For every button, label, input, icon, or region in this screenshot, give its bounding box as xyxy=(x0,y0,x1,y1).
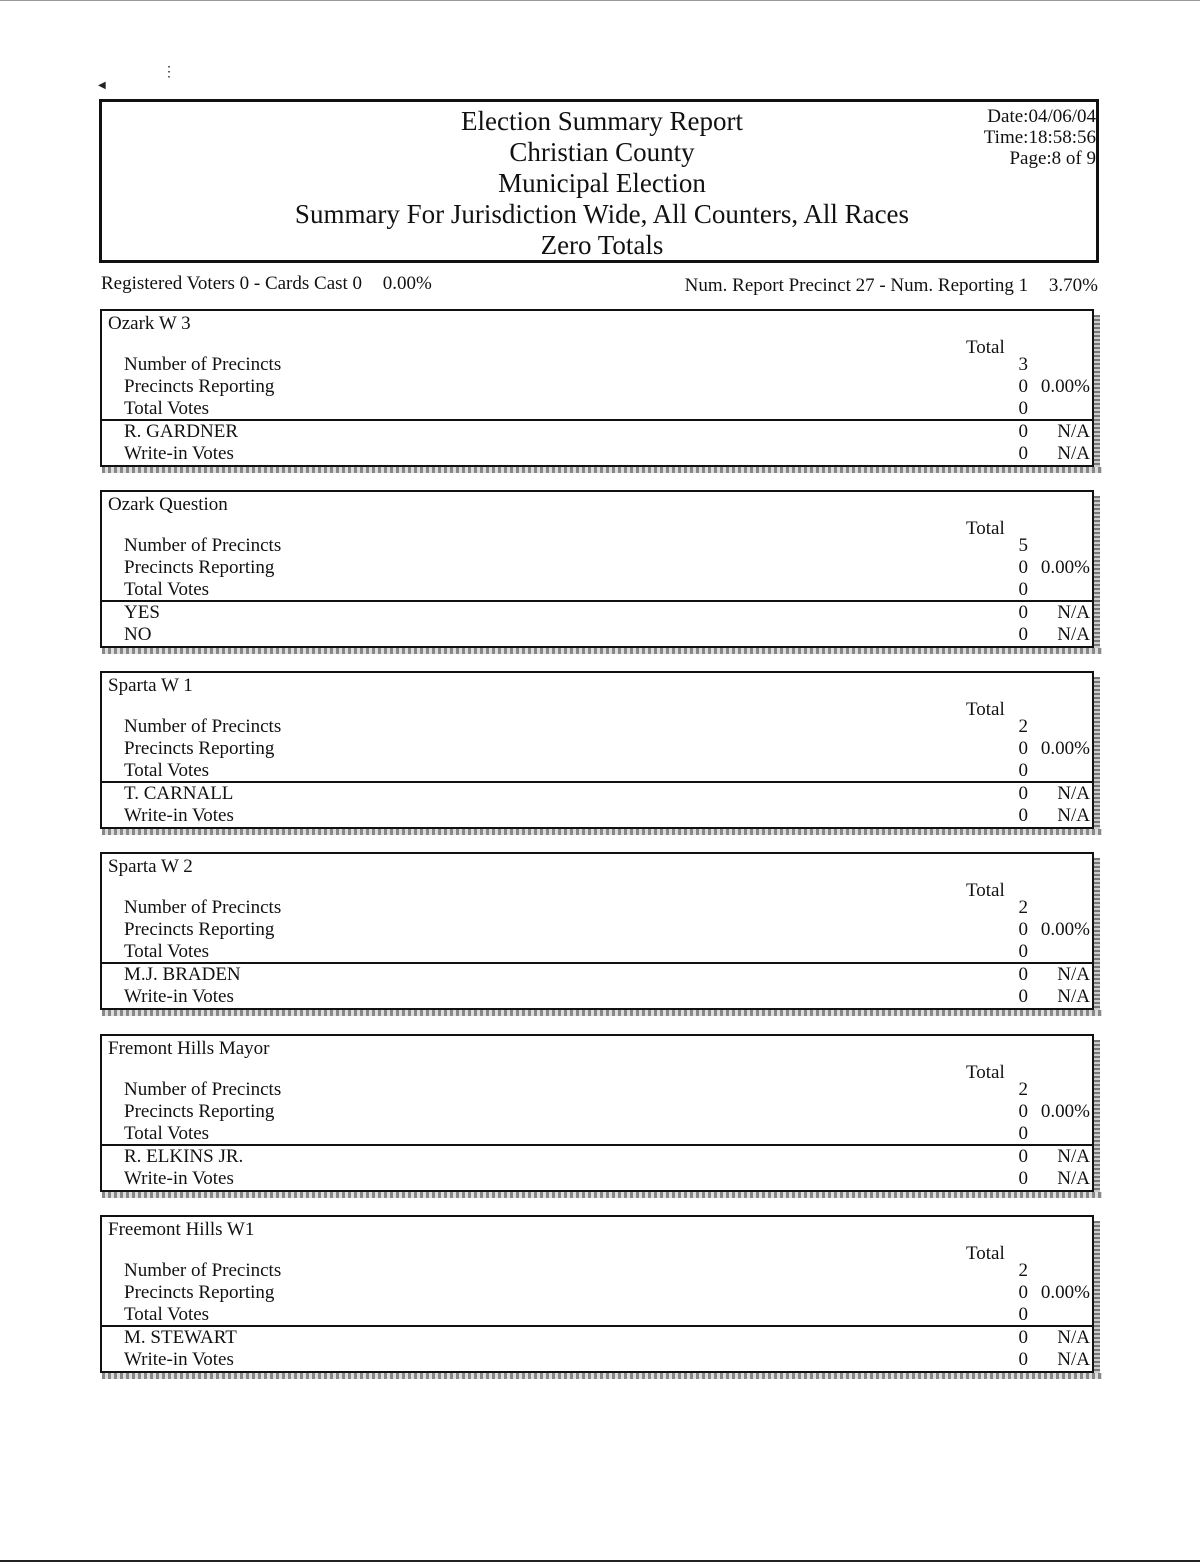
stat-row-total: 0 xyxy=(1018,919,1028,940)
report-meta xyxy=(984,106,1096,169)
stat-row-label: Number of Precincts xyxy=(124,354,282,375)
registered-pct: 0.00% xyxy=(382,273,432,294)
total-column-header: Total xyxy=(966,1243,1005,1264)
stat-row-total: 0 xyxy=(1018,738,1028,759)
stat-row-percent: 0.00% xyxy=(1040,376,1090,397)
scan-shadow xyxy=(1094,1221,1100,1373)
stat-row xyxy=(124,738,1090,760)
stat-row-total: 0 xyxy=(1018,1123,1028,1144)
choice-row-label: Write-in Votes xyxy=(124,805,234,826)
stat-row-label: Precincts Reporting xyxy=(124,1101,275,1122)
scan-edge-bottom xyxy=(0,1556,1200,1562)
report-header xyxy=(99,99,1099,263)
choice-row-percent: N/A xyxy=(1057,986,1090,1007)
total-column-header: Total xyxy=(966,518,1005,539)
stat-row-label: Number of Precincts xyxy=(124,716,282,737)
choice-row xyxy=(124,1146,1090,1168)
choice-row-total: 0 xyxy=(1018,783,1028,804)
scan-shadow xyxy=(102,467,1102,473)
total-column-header: Total xyxy=(966,1062,1005,1083)
report-title-line: Municipal Election xyxy=(498,168,706,198)
choice-row-percent: N/A xyxy=(1057,1327,1090,1348)
choice-row-percent: N/A xyxy=(1057,783,1090,804)
stat-row xyxy=(124,557,1090,579)
stat-row xyxy=(124,398,1090,420)
stat-row-label: Precincts Reporting xyxy=(124,557,275,578)
stat-row-label: Total Votes xyxy=(124,1304,210,1325)
stat-row-label: Number of Precincts xyxy=(124,897,282,918)
race-box xyxy=(100,1215,1094,1373)
stat-row-label: Total Votes xyxy=(124,760,210,781)
stat-row-total: 0 xyxy=(1018,376,1028,397)
stat-row-label: Total Votes xyxy=(124,579,210,600)
choice-row xyxy=(124,1349,1090,1371)
stat-row-label: Number of Precincts xyxy=(124,535,282,556)
stat-row-label: Precincts Reporting xyxy=(124,919,275,940)
stat-row-total: 0 xyxy=(1018,1101,1028,1122)
choice-row-total: 0 xyxy=(1018,1168,1028,1189)
scan-shadow xyxy=(102,1010,1102,1016)
registered-text: Registered Voters 0 - Cards Cast 0 xyxy=(101,273,363,294)
stat-row-percent: 0.00% xyxy=(1040,1101,1090,1122)
choice-row xyxy=(124,1168,1090,1190)
choice-row xyxy=(124,986,1090,1008)
stat-row-label: Number of Precincts xyxy=(124,1079,282,1100)
race-name: Freemont Hills W1 xyxy=(108,1219,255,1240)
scan-shadow xyxy=(102,829,1102,835)
stat-row xyxy=(124,897,1090,919)
stat-row-label: Precincts Reporting xyxy=(124,1282,275,1303)
stat-row xyxy=(124,941,1090,963)
reporting-pct: 3.70% xyxy=(1048,275,1098,296)
scan-speck: ◀ xyxy=(98,80,106,91)
stat-row-percent: 0.00% xyxy=(1040,557,1090,578)
reporting-text: Num. Report Precinct 27 - Num. Reporting 1 xyxy=(684,275,1029,296)
stat-row xyxy=(124,354,1090,376)
race-box xyxy=(100,490,1094,648)
stat-row-total: 0 xyxy=(1018,941,1028,962)
choice-row-percent: N/A xyxy=(1057,1146,1090,1167)
race-name: Sparta W 2 xyxy=(108,856,193,877)
scan-shadow xyxy=(102,1192,1102,1198)
race-box xyxy=(100,309,1094,467)
stat-row xyxy=(124,376,1090,398)
stat-row-label: Precincts Reporting xyxy=(124,738,275,759)
stat-row xyxy=(124,1282,1090,1304)
stat-row-total: 0 xyxy=(1018,1304,1028,1325)
report-title-line: Zero Totals xyxy=(540,230,664,260)
choice-row-total: 0 xyxy=(1018,805,1028,826)
choice-row-percent: N/A xyxy=(1057,964,1090,985)
choice-row-label: Write-in Votes xyxy=(124,1349,234,1370)
report-title-line: Election Summary Report xyxy=(461,106,743,136)
choice-row-total: 0 xyxy=(1018,421,1028,442)
scan-shadow xyxy=(1094,858,1100,1010)
stat-row-percent: 0.00% xyxy=(1040,1282,1090,1303)
choice-row-label: R. ELKINS JR. xyxy=(124,1146,244,1167)
choice-row-label: T. CARNALL xyxy=(124,783,234,804)
stat-row-label: Total Votes xyxy=(124,941,210,962)
stat-row-total: 0 xyxy=(1018,760,1028,781)
stat-row xyxy=(124,760,1090,782)
report-time: Time:18:58:56 xyxy=(983,127,1096,148)
race-box xyxy=(100,671,1094,829)
choice-row xyxy=(124,602,1090,624)
report-title-line: Christian County xyxy=(509,137,695,167)
stat-row-percent: 0.00% xyxy=(1040,738,1090,759)
choice-row-total: 0 xyxy=(1018,1327,1028,1348)
scan-shadow xyxy=(102,1373,1102,1379)
stat-row xyxy=(124,1079,1090,1101)
stat-row xyxy=(124,535,1090,557)
choice-row-label: M. STEWART xyxy=(124,1327,237,1348)
stat-row-total: 0 xyxy=(1018,579,1028,600)
choice-row-label: Write-in Votes xyxy=(124,1168,234,1189)
choice-row xyxy=(124,783,1090,805)
stat-row-total: 2 xyxy=(1018,897,1028,918)
stat-row xyxy=(124,716,1090,738)
stat-row-total: 2 xyxy=(1018,1079,1028,1100)
choice-row-label: M.J. BRADEN xyxy=(124,964,241,985)
stat-row xyxy=(124,1304,1090,1326)
total-column-header: Total xyxy=(966,699,1005,720)
choice-row-percent: N/A xyxy=(1057,443,1090,464)
race-box xyxy=(100,852,1094,1010)
scan-shadow xyxy=(102,648,1102,654)
choice-row xyxy=(124,964,1090,986)
stat-row-label: Total Votes xyxy=(124,1123,210,1144)
stat-row-total: 0 xyxy=(1018,557,1028,578)
stat-row xyxy=(124,1260,1090,1282)
choice-row-total: 0 xyxy=(1018,1146,1028,1167)
report-date: Date:04/06/04 xyxy=(987,106,1096,127)
report-page: Page:8 of 9 xyxy=(1009,148,1096,169)
stat-row-total: 0 xyxy=(1018,398,1028,419)
stat-row-total: 0 xyxy=(1018,1282,1028,1303)
stat-row-total: 2 xyxy=(1018,716,1028,737)
choice-row-total: 0 xyxy=(1018,964,1028,985)
scan-shadow xyxy=(1094,315,1100,467)
scan-shadow xyxy=(1094,1040,1100,1192)
choice-row-percent: N/A xyxy=(1057,602,1090,623)
stat-row xyxy=(124,579,1090,601)
stat-row xyxy=(124,1101,1090,1123)
stat-row xyxy=(124,919,1090,941)
choice-row xyxy=(124,624,1090,646)
race-box xyxy=(100,1034,1094,1192)
choice-row-label: NO xyxy=(124,624,152,645)
choice-row-total: 0 xyxy=(1018,1349,1028,1370)
choice-row-total: 0 xyxy=(1018,624,1028,645)
choice-row xyxy=(124,1327,1090,1349)
choice-row xyxy=(124,443,1090,465)
stat-row-percent: 0.00% xyxy=(1040,919,1090,940)
choice-row xyxy=(124,805,1090,827)
registered-summary xyxy=(101,273,432,295)
choice-row-label: YES xyxy=(124,602,160,623)
scan-speck: ⋮ xyxy=(162,65,176,80)
total-column-header: Total xyxy=(966,337,1005,358)
scan-shadow xyxy=(1094,677,1100,829)
stat-row xyxy=(124,1123,1090,1145)
stat-row-label: Total Votes xyxy=(124,398,210,419)
total-column-header: Total xyxy=(966,880,1005,901)
choice-row-label: Write-in Votes xyxy=(124,986,234,1007)
stat-row-label: Number of Precincts xyxy=(124,1260,282,1281)
choice-row-percent: N/A xyxy=(1057,1168,1090,1189)
race-name: Ozark Question xyxy=(108,494,228,515)
report-title-line: Summary For Jurisdiction Wide, All Counters, All Races xyxy=(294,199,910,229)
scan-shadow xyxy=(1094,496,1100,648)
choice-row-label: Write-in Votes xyxy=(124,443,234,464)
choice-row-percent: N/A xyxy=(1057,1349,1090,1370)
choice-row-label: R. GARDNER xyxy=(124,421,239,442)
stat-row-total: 2 xyxy=(1018,1260,1028,1281)
report-title xyxy=(102,106,1102,261)
reporting-summary xyxy=(685,275,1098,297)
choice-row-total: 0 xyxy=(1018,986,1028,1007)
choice-row-total: 0 xyxy=(1018,443,1028,464)
race-name: Ozark W 3 xyxy=(108,313,191,334)
choice-row-percent: N/A xyxy=(1057,805,1090,826)
choice-row-percent: N/A xyxy=(1057,421,1090,442)
choice-row-total: 0 xyxy=(1018,602,1028,623)
choice-row-percent: N/A xyxy=(1057,624,1090,645)
stat-row-total: 5 xyxy=(1018,535,1028,556)
scan-edge-top xyxy=(0,0,1200,7)
choice-row xyxy=(124,421,1090,443)
stat-row-total: 3 xyxy=(1018,354,1028,375)
race-name: Fremont Hills Mayor xyxy=(108,1038,270,1059)
stat-row-label: Precincts Reporting xyxy=(124,376,275,397)
race-name: Sparta W 1 xyxy=(108,675,193,696)
